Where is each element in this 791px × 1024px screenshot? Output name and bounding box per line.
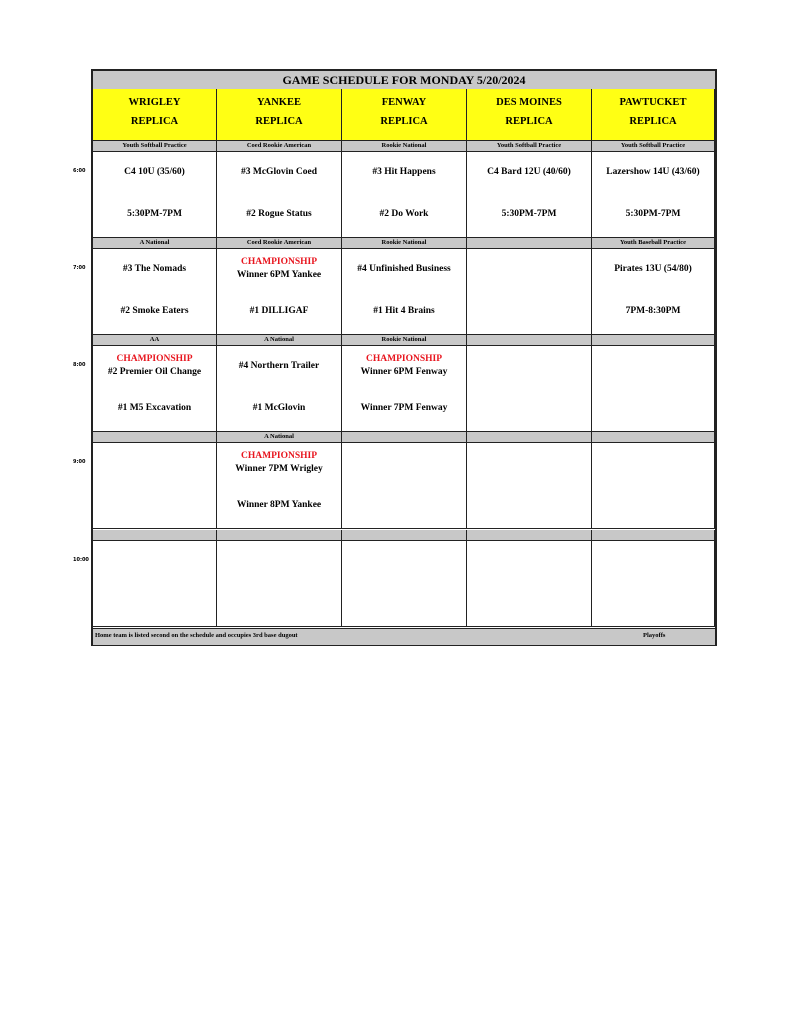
division-label: A National bbox=[217, 432, 342, 443]
game-cell bbox=[342, 249, 467, 335]
game-cell bbox=[93, 346, 217, 432]
home-team: 5:30PM-7PM bbox=[625, 209, 681, 219]
field-header bbox=[93, 89, 217, 141]
division-label: Rookie National bbox=[342, 335, 467, 346]
field-header bbox=[592, 89, 715, 141]
away-team: Winner 7PM Wrigley bbox=[235, 464, 323, 474]
game-cell bbox=[217, 152, 342, 238]
away-team: #2 Premier Oil Change bbox=[107, 367, 202, 377]
division-label bbox=[93, 432, 217, 443]
schedule-title: GAME SCHEDULE FOR MONDAY 5/20/2024 bbox=[93, 71, 715, 90]
schedule-sheet bbox=[91, 69, 717, 646]
game-cell bbox=[467, 443, 592, 529]
division-label bbox=[217, 530, 342, 541]
home-team: Winner 8PM Yankee bbox=[236, 500, 322, 510]
game-cell bbox=[217, 249, 342, 335]
championship-label: CHAMPIONSHIP bbox=[366, 354, 442, 364]
game-cell bbox=[467, 346, 592, 432]
footer-playoffs: Playoffs bbox=[643, 632, 666, 639]
game-cell bbox=[592, 152, 715, 238]
home-team: #2 Do Work bbox=[379, 209, 429, 219]
away-team: #4 Northern Trailer bbox=[238, 361, 320, 371]
field-header bbox=[467, 89, 592, 141]
championship-label: CHAMPIONSHIP bbox=[241, 257, 317, 267]
division-label: Coed Rookie American bbox=[217, 141, 342, 152]
away-team: #3 Hit Happens bbox=[372, 167, 436, 177]
home-team: 7PM-8:30PM bbox=[625, 306, 681, 316]
field-name: FENWAY bbox=[381, 97, 427, 108]
field-name: DES MOINES bbox=[496, 97, 562, 108]
away-team: Lazershow 14U (43/60) bbox=[606, 167, 700, 177]
game-cell bbox=[467, 249, 592, 335]
game-cell bbox=[592, 249, 715, 335]
time-label: 8:00 bbox=[73, 362, 86, 368]
home-team: #2 Rogue Status bbox=[246, 209, 312, 219]
division-label: Youth Softball Practice bbox=[592, 141, 715, 152]
time-label: 10:00 bbox=[73, 557, 89, 563]
division-label: Coed Rookie American bbox=[217, 238, 342, 249]
division-label bbox=[467, 432, 592, 443]
game-cell bbox=[592, 346, 715, 432]
game-cell bbox=[592, 443, 715, 529]
championship-label: CHAMPIONSHIP bbox=[241, 451, 317, 461]
division-label bbox=[342, 432, 467, 443]
home-team: #1 Hit 4 Brains bbox=[373, 306, 435, 316]
game-cell bbox=[342, 541, 467, 627]
division-label bbox=[467, 530, 592, 541]
field-sub: REPLICA bbox=[629, 116, 677, 127]
away-team: #3 The Nomads bbox=[122, 264, 187, 274]
division-label bbox=[592, 530, 715, 541]
game-cell bbox=[342, 443, 467, 529]
game-cell bbox=[342, 346, 467, 432]
home-team: #2 Smoke Eaters bbox=[120, 306, 189, 316]
field-sub: REPLICA bbox=[130, 116, 179, 127]
home-team: #1 DILLIGAF bbox=[249, 306, 309, 316]
game-cell bbox=[93, 152, 217, 238]
footer-bar bbox=[93, 628, 715, 645]
championship-label: CHAMPIONSHIP bbox=[116, 354, 193, 364]
footer-note: Home team is listed second on the schedule and occupies 3rd base dugout bbox=[95, 632, 298, 639]
division-label: Rookie National bbox=[342, 238, 467, 249]
away-team: C4 Bard 12U (40/60) bbox=[487, 167, 571, 177]
home-team: #1 McGlovin bbox=[252, 403, 306, 413]
game-cell bbox=[217, 541, 342, 627]
field-sub: REPLICA bbox=[505, 116, 553, 127]
field-name: WRIGLEY bbox=[128, 97, 181, 108]
game-cell bbox=[467, 152, 592, 238]
division-label bbox=[592, 335, 715, 346]
division-label: AA bbox=[93, 335, 217, 346]
home-team: #1 M5 Excavation bbox=[117, 403, 192, 413]
game-cell bbox=[93, 249, 217, 335]
division-label bbox=[467, 238, 592, 249]
division-label bbox=[342, 530, 467, 541]
home-team: Winner 7PM Fenway bbox=[360, 403, 448, 413]
field-sub: REPLICA bbox=[255, 116, 303, 127]
away-team: Winner 6PM Yankee bbox=[236, 270, 322, 280]
game-cell bbox=[342, 152, 467, 238]
home-team: 5:30PM-7PM bbox=[501, 209, 557, 219]
division-label bbox=[592, 432, 715, 443]
field-header bbox=[342, 89, 467, 141]
game-cell bbox=[217, 346, 342, 432]
time-label: 7:00 bbox=[73, 265, 86, 271]
division-label: Youth Softball Practice bbox=[467, 141, 592, 152]
division-label bbox=[93, 530, 217, 541]
game-cell bbox=[592, 541, 715, 627]
game-cell bbox=[93, 443, 217, 529]
field-name: YANKEE bbox=[257, 97, 301, 108]
division-label: A National bbox=[217, 335, 342, 346]
away-team: Pirates 13U (54/80) bbox=[614, 264, 692, 274]
division-label: Rookie National bbox=[342, 141, 467, 152]
game-cell bbox=[93, 541, 217, 627]
field-header bbox=[217, 89, 342, 141]
division-label bbox=[467, 335, 592, 346]
time-label: 9:00 bbox=[73, 459, 86, 465]
division-label: Youth Baseball Practice bbox=[592, 238, 715, 249]
away-team: C4 10U (35/60) bbox=[124, 167, 185, 177]
field-sub: REPLICA bbox=[380, 116, 428, 127]
division-label: A National bbox=[93, 238, 217, 249]
game-cell bbox=[467, 541, 592, 627]
time-label: 6:00 bbox=[73, 168, 86, 174]
home-team: 5:30PM-7PM bbox=[127, 209, 182, 219]
away-team: #3 McGlovin Coed bbox=[241, 167, 317, 177]
field-name: PAWTUCKET bbox=[619, 97, 687, 108]
game-cell bbox=[217, 443, 342, 529]
away-team: Winner 6PM Fenway bbox=[360, 367, 448, 377]
away-team: #4 Unfinished Business bbox=[357, 264, 451, 274]
division-label: Youth Softball Practice bbox=[93, 141, 217, 152]
